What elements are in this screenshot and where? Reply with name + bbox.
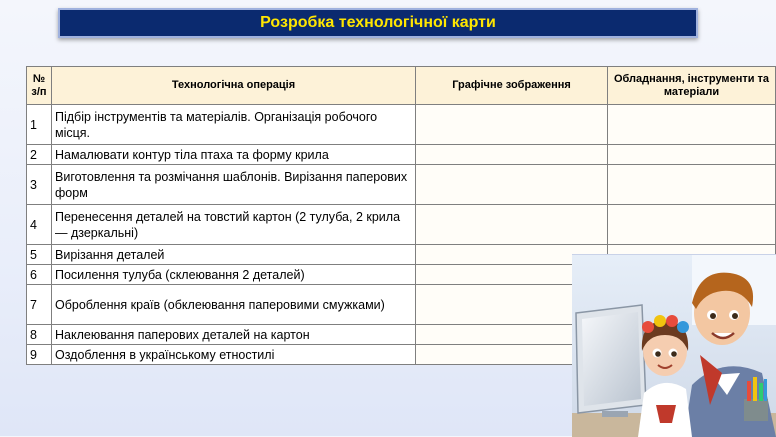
row-num: 1 — [27, 105, 52, 145]
row-operation: Перенесення деталей на товстий картон (2 тулуба, 2 крила — дзеркальні) — [52, 205, 416, 245]
table-row — [27, 105, 776, 145]
row-equipment-cell[interactable] — [608, 165, 776, 205]
monitor-icon — [576, 305, 646, 417]
row-num: 9 — [27, 345, 52, 365]
table-header-row — [27, 67, 776, 105]
row-image-cell[interactable] — [416, 105, 608, 145]
table-row — [27, 205, 776, 245]
pencil-cup-icon — [744, 377, 768, 421]
header-image: Графічне зображення — [416, 67, 608, 105]
row-operation: Оброблення країв (обклеювання паперовими смужками) — [52, 285, 416, 325]
slide-title-bar — [58, 8, 698, 38]
row-num: 8 — [27, 325, 52, 345]
header-operation: Технологічна операція — [52, 67, 416, 105]
illustration-svg — [572, 255, 776, 437]
row-num: 4 — [27, 205, 52, 245]
row-image-cell[interactable] — [416, 165, 608, 205]
children-at-computer-illustration — [572, 254, 776, 437]
row-num: 7 — [27, 285, 52, 325]
row-image-cell[interactable] — [416, 205, 608, 245]
row-num: 2 — [27, 145, 52, 165]
row-equipment-cell[interactable] — [608, 105, 776, 145]
row-operation: Підбір інструментів та матеріалів. Організація робочого місця. — [52, 105, 416, 145]
row-operation: Намалювати контур тіла птаха та форму крила — [52, 145, 416, 165]
row-image-cell[interactable] — [416, 145, 608, 165]
table-row — [27, 165, 776, 205]
row-equipment-cell[interactable] — [608, 145, 776, 165]
row-operation: Виготовлення та розмічання шаблонів. Вирізання паперових форм — [52, 165, 416, 205]
slide-title: Розробка технологічної карти — [260, 14, 496, 31]
header-num: № з/п — [27, 67, 52, 105]
header-equipment: Обладнання, інструменти та матеріали — [608, 67, 776, 105]
row-operation: Наклеювання паперових деталей на картон — [52, 325, 416, 345]
row-operation: Посилення тулуба (склеювання 2 деталей) — [52, 265, 416, 285]
table-row — [27, 145, 776, 165]
row-num: 3 — [27, 165, 52, 205]
row-num: 5 — [27, 245, 52, 265]
row-num: 6 — [27, 265, 52, 285]
row-operation: Вирізання деталей — [52, 245, 416, 265]
row-operation: Оздоблення в українському етностилі — [52, 345, 416, 365]
row-equipment-cell[interactable] — [608, 205, 776, 245]
